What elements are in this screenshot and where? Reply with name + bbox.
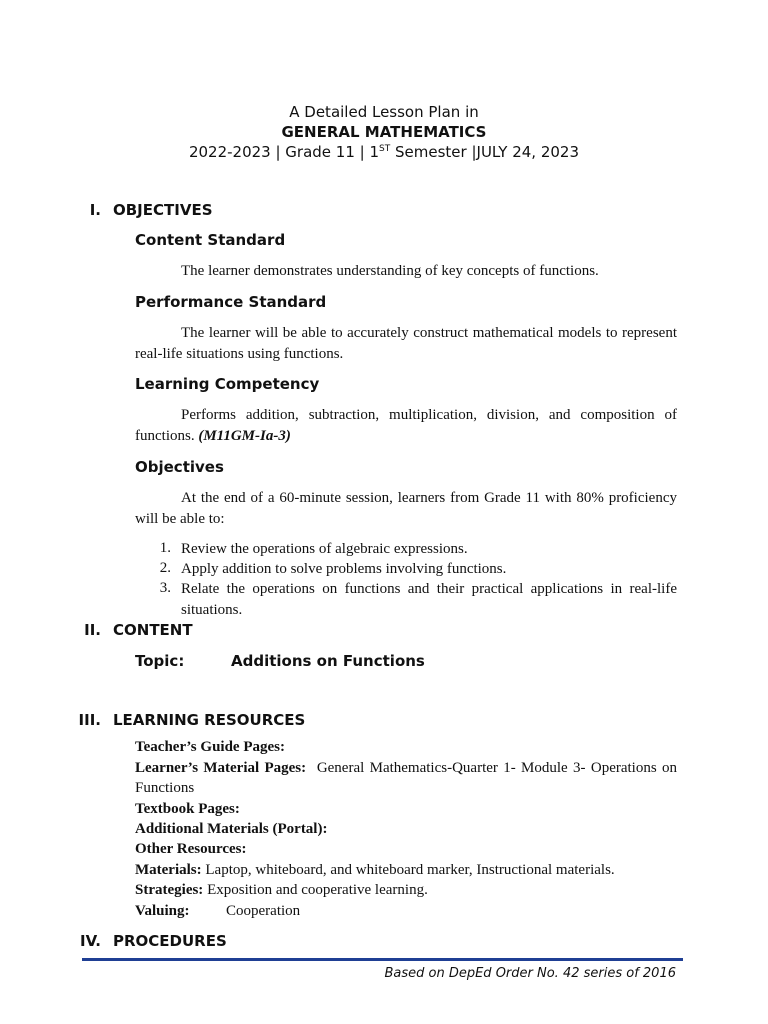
section-number-procedures: IV.: [80, 932, 101, 950]
materials-label: Materials:: [135, 862, 202, 878]
learners-material-value: General Mathematics-Quarter 1- Module 3- Operations on Functions: [135, 760, 678, 796]
topic-value: Additions on Functions: [231, 652, 425, 670]
section-number-content: II.: [84, 621, 101, 639]
term-year-grade: 2022-2023 | Grade 11 | 1: [188, 143, 380, 161]
valuing-label: Valuing:: [135, 903, 190, 919]
learners-material-row: [135, 758, 677, 798]
teachers-guide-row: [135, 739, 285, 756]
doc-title-subject: GENERAL MATHEMATICS: [281, 123, 487, 141]
learning-competency-paragraph: [135, 405, 677, 447]
performance-standard-heading: Performance Standard: [135, 293, 327, 311]
topic-label: Topic:: [135, 652, 185, 670]
section-number-objectives: I.: [89, 201, 101, 219]
additional-materials-row: [135, 821, 327, 838]
section-number-resources: III.: [78, 711, 101, 729]
doc-title-term: [0, 143, 768, 161]
section-title-content: CONTENT: [113, 621, 193, 639]
learning-competency-heading: Learning Competency: [135, 375, 320, 393]
content-standard-text: The learner demonstrates understanding of key concepts of functions.: [181, 263, 599, 279]
other-resources-label: Other Resources:: [135, 841, 247, 857]
additional-materials-label: Additional Materials (Portal):: [135, 821, 328, 837]
materials-value: Laptop, whiteboard, and whiteboard marker, Instructional materials.: [205, 862, 615, 878]
valuing-row: [135, 903, 189, 920]
objectives-intro-text: At the end of a 60-minute session, learners from Grade 11 with 80% proficiency will be able to:: [135, 490, 677, 527]
term-semester-date: Semester |JULY 24, 2023: [390, 143, 580, 161]
valuing-value: Cooperation: [226, 903, 301, 919]
learning-competency-code: (M11GM-Ia-3): [198, 428, 291, 444]
footer-note: Based on DepEd Order No. 42 series of 2016: [384, 966, 676, 981]
section-title-resources: LEARNING RESOURCES: [113, 711, 306, 729]
teachers-guide-label: Teacher’s Guide Pages:: [135, 739, 285, 755]
objective-list-item: Apply addition to solve problems involving functions.: [181, 561, 507, 577]
strategies-label: Strategies:: [135, 882, 204, 898]
objective-list-number: 1.: [159, 540, 171, 556]
other-resources-row: [135, 841, 247, 858]
strategies-row: [135, 882, 428, 899]
doc-title-line-1: A Detailed Lesson Plan in: [289, 103, 479, 121]
objective-list-item: Relate the operations on functions and their practical applications in real-life situations.: [181, 581, 677, 618]
strategies-value: Exposition and cooperative learning.: [207, 882, 428, 898]
textbook-row: [135, 801, 240, 818]
objective-list-number: 2.: [159, 560, 171, 576]
materials-row: [135, 862, 615, 879]
performance-standard-text: The learner will be able to accurately construct mathematical models to represent real-life situations using functions.: [135, 325, 677, 362]
term-ordinal-suffix: ST: [379, 144, 391, 154]
objective-list-number: 3.: [159, 580, 171, 596]
section-title-objectives: OBJECTIVES: [113, 201, 213, 219]
learners-material-label: Learner’s Material Pages:: [135, 760, 307, 776]
footer-divider: [82, 958, 683, 961]
objective-list-item: Review the operations of algebraic expressions.: [181, 541, 468, 557]
textbook-label: Textbook Pages:: [135, 801, 240, 817]
content-standard-heading: Content Standard: [135, 231, 286, 249]
section-title-procedures: PROCEDURES: [113, 932, 227, 950]
learning-competency-text: Performs addition, subtraction, multiplication, division, and composition of functions.: [135, 407, 677, 444]
objectives-heading: Objectives: [135, 458, 224, 476]
